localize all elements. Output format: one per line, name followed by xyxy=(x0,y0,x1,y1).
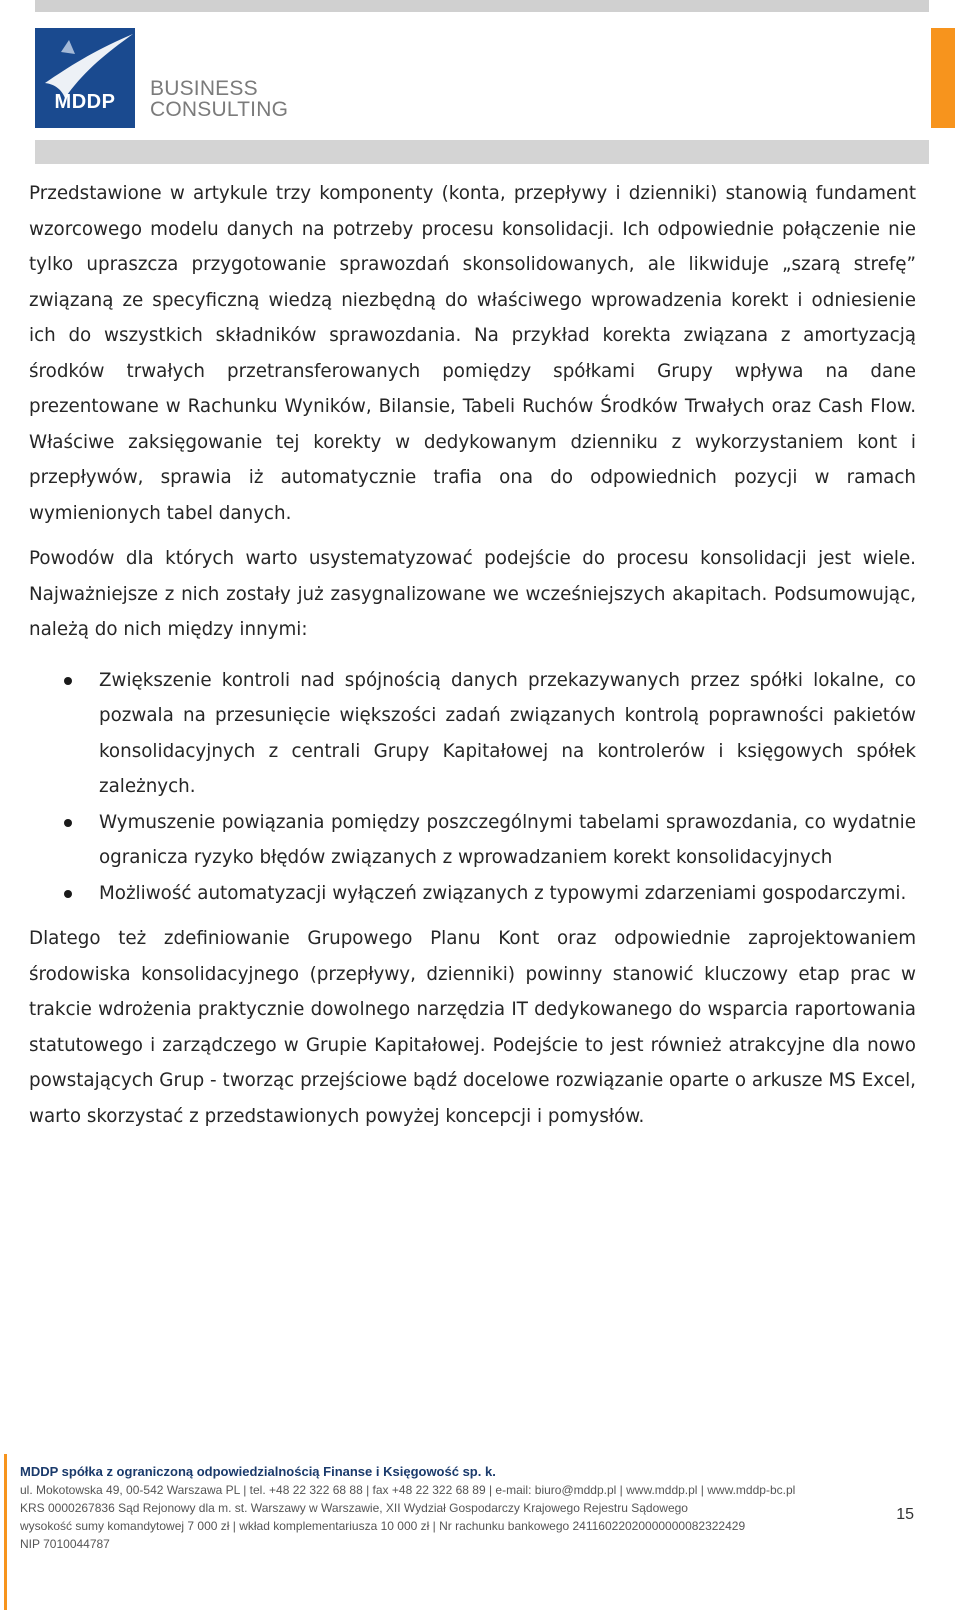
paragraph-2: Powodów dla których warto usystematyzować podejście do procesu konsolidacji jest wiele. Najważniejsze z nich zostały już zasygnalizowane we wcześniejszych akapitach. Podsumowując, należą do nich między innymi: xyxy=(29,548,916,640)
logo-text: MDDP xyxy=(54,91,116,113)
footer-company-name: MDDP spółka z ograniczoną odpowiedzialnością Finanse i Księgowość sp. k. xyxy=(20,1464,496,1479)
list-item-text: Możliwość automatyzacji wyłączeń związanych z typowymi zdarzeniami gospodarczymi. xyxy=(99,882,907,904)
bullet-icon xyxy=(64,890,72,898)
footer-address: ul. Mokotowska 49, 00-542 Warszawa PL | tel. +48 22 322 68 88 | fax +48 22 322 68 89 | e-mail: biuro@mddp.pl | www.mddp.pl | www.mddp-bc.pl xyxy=(20,1483,796,1497)
brand-line-2: CONSULTING xyxy=(150,98,289,121)
footer-capital: wysokość sumy komandytowej 7 000 zł | wkład komplementariusza 10 000 zł | Nr rachunku bankowego 24116022020000000082322429 xyxy=(20,1519,746,1533)
bullet-icon xyxy=(64,819,72,827)
brand-name xyxy=(150,78,288,120)
list-item-text: Zwiększenie kontroli nad spójnością danych przekazywanych przez spółki lokalne, co pozwala na przesunięcie większości zadań związanych kontrolą poprawności pakietów konsolidacyjnych z centrali Grupy Kapitałowej na kontrolerów i księgowych spółek zależnych. xyxy=(99,669,916,797)
bullet-icon xyxy=(64,677,72,685)
footer-registry: KRS 0000267836 Sąd Rejonowy dla m. st. Warszawy w Warszawie, XII Wydział Gospodarczy Krajowego Rejestru Sądowego xyxy=(20,1501,688,1515)
footer xyxy=(20,1463,850,1553)
header-bottom-bar xyxy=(35,140,929,164)
paragraph-1: Przedstawione w artykule trzy komponenty (konta, przepływy i dzienniki) stanowią fundament wzorcowego modelu danych na potrzeby procesu konsolidacji. Ich odpowiednie połączenie nie tylko upraszcza przygotowanie sprawozdań skonsolidowanych, ale likwiduje „szarą strefę” związaną ze specyficzną wiedzą niezbędną do właściwego wprowadzenia korekt i odniesienie ich do wszystkich składników sprawozdania. Na przykład korekta związana z amortyzacją środków trwałych przetransferowanych pomiędzy spółkami Grupy wpływa na dane prezentowane w Rachunku Wyników, Bilansie, Tabeli Ruchów Środków Trwałych oraz Cash Flow. Właściwe zaksięgowanie tej korekty w dedykowanym dzienniku z wykorzystaniem kont i przepływów, sprawia iż automatycznie trafia ona do odpowiednich pozycji w ramach wymienionych tabel danych. xyxy=(29,183,916,524)
list-item xyxy=(29,876,916,912)
header-top-bar xyxy=(35,0,929,12)
list-item xyxy=(29,663,916,805)
brand-line-1: BUSINESS xyxy=(150,77,258,100)
mddp-logo xyxy=(35,28,135,128)
list-item-text: Wymuszenie powiązania pomiędzy poszczególnymi tabelami sprawozdania, co wydatnie ogranicza ryzyko błędów związanych z wprowadzaniem korekt konsolidacyjnych xyxy=(99,811,916,868)
page-number: 15 xyxy=(896,1506,914,1523)
footer-accent-line xyxy=(4,1454,7,1610)
benefits-list xyxy=(29,663,916,912)
list-item xyxy=(29,805,916,876)
article-body xyxy=(29,176,916,1134)
paragraph-3: Dlatego też zdefiniowanie Grupowego Planu Kont oraz odpowiednie zaprojektowaniem środowiska konsolidacyjnego (przepływy, dzienniki) powinny stanowić kluczowy etap prac w trakcie wdrożenia praktycznie dowolnego narzędzia IT dedykowanego do wsparcia raportowania statutowego i zarządczego w Grupie Kapitałowej. Podejście to jest również atrakcyjne dla nowo powstających Grup - tworząc przejściowe bądź docelowe rozwiązanie oparte o arkusze MS Excel, warto skorzystać z przedstawionych powyżej koncepcji i pomysłów. xyxy=(29,928,916,1127)
header-accent-tab xyxy=(931,28,955,128)
footer-tax-id: NIP 7010044787 xyxy=(20,1537,110,1551)
